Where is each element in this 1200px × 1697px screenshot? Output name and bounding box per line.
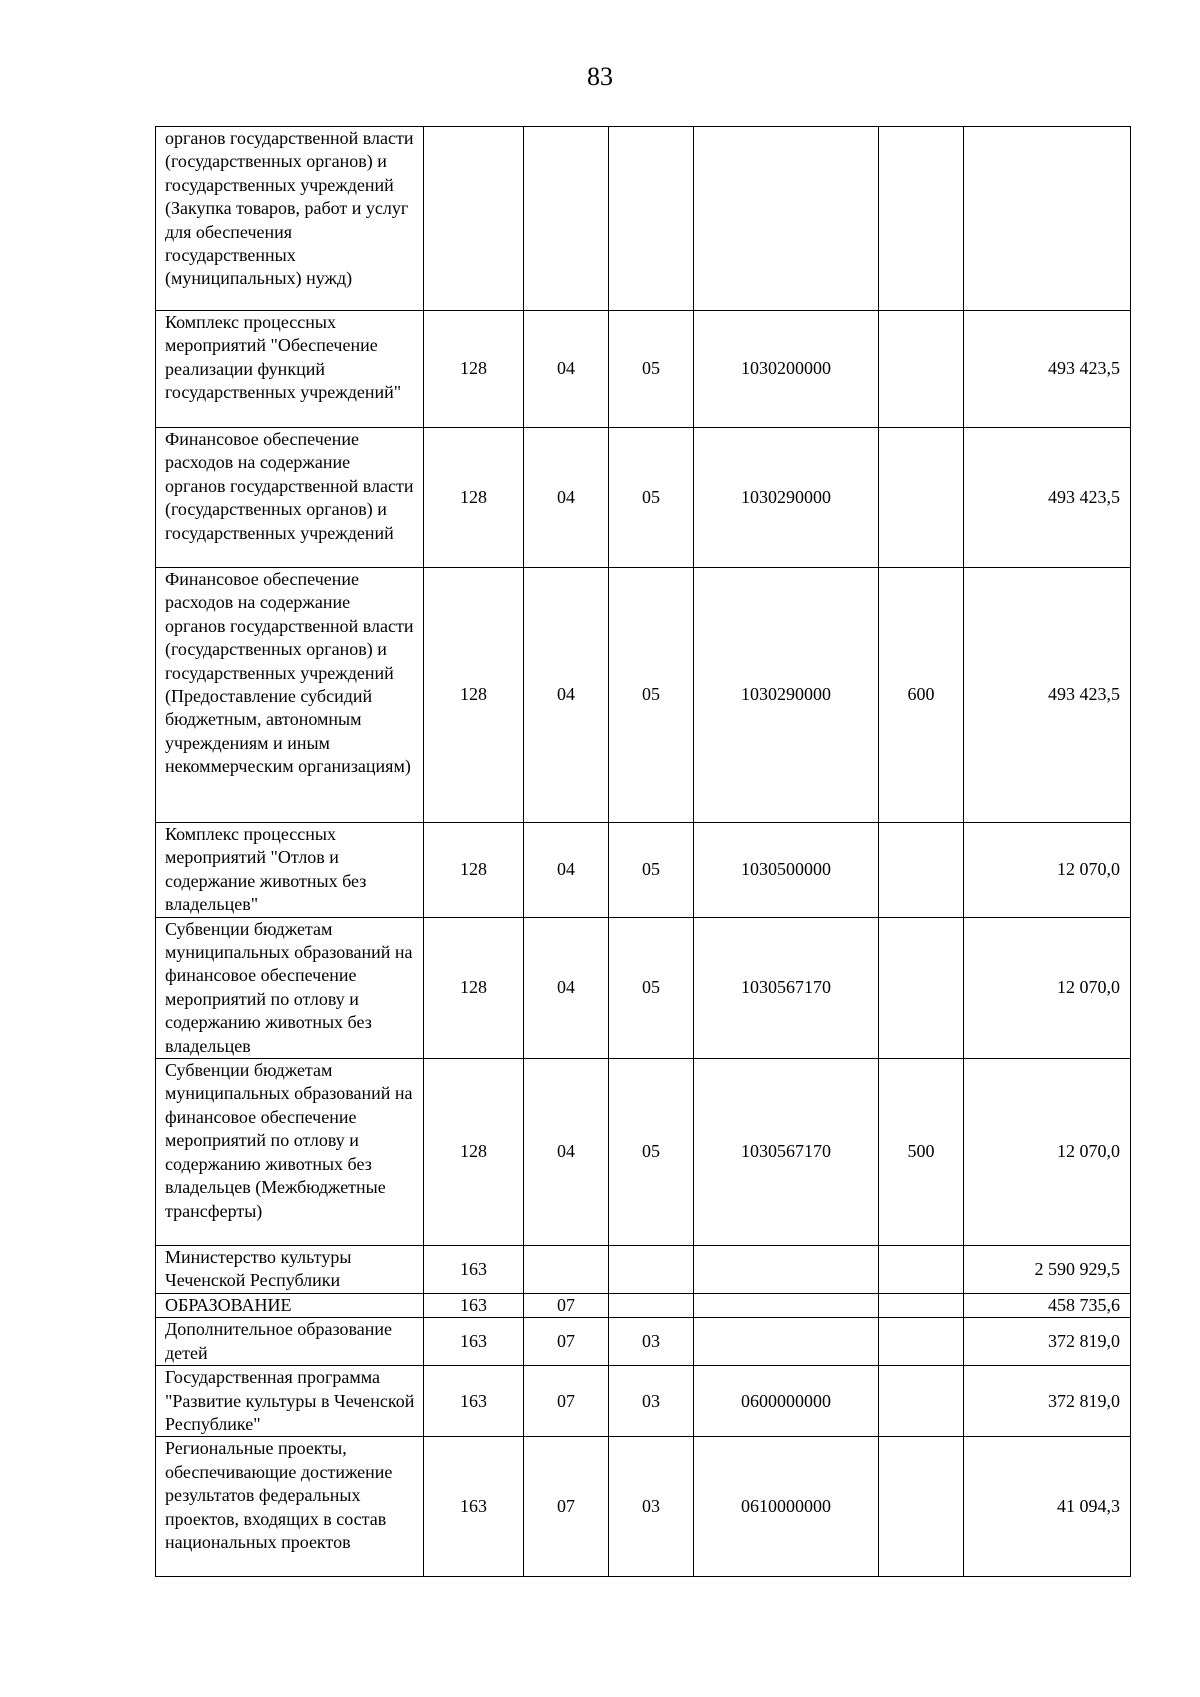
budget-table xyxy=(155,126,1131,1577)
target-article-code: 1030290000 xyxy=(694,568,879,823)
admin-code: 163 xyxy=(424,1293,524,1317)
subsection-code: 05 xyxy=(609,568,694,823)
target-article-code xyxy=(694,1246,879,1294)
table-row xyxy=(156,127,1131,311)
subsection-code xyxy=(609,127,694,311)
target-article-code xyxy=(694,1293,879,1317)
amount xyxy=(964,127,1131,311)
table-row xyxy=(156,428,1131,568)
item-name: Субвенции бюджетам муниципальных образований на финансовое обеспечение мероприятий по отлову и содержанию животных без владельцев xyxy=(156,917,424,1058)
page-number: 83 xyxy=(587,62,613,91)
section-code: 04 xyxy=(524,428,609,568)
admin-code: 128 xyxy=(424,428,524,568)
subsection-code: 03 xyxy=(609,1318,694,1366)
target-article-code: 1030567170 xyxy=(694,917,879,1058)
amount: 2 590 929,5 xyxy=(964,1246,1131,1294)
amount: 12 070,0 xyxy=(964,1059,1131,1246)
expense-type-code xyxy=(879,823,964,918)
subsection-code xyxy=(609,1293,694,1317)
section-code xyxy=(524,127,609,311)
table-row xyxy=(156,1437,1131,1577)
amount: 12 070,0 xyxy=(964,917,1131,1058)
section-code: 07 xyxy=(524,1293,609,1317)
target-article-code: 1030567170 xyxy=(694,1059,879,1246)
item-name: Финансовое обеспечение расходов на содержание органов государственной власти (государственных органов) и государственных учреждений xyxy=(156,428,424,568)
expense-type-code xyxy=(879,127,964,311)
amount: 458 735,6 xyxy=(964,1293,1131,1317)
target-article-code xyxy=(694,127,879,311)
item-name: Комплекс процессных мероприятий "Отлов и содержание животных без владельцев" xyxy=(156,823,424,918)
subsection-code: 03 xyxy=(609,1437,694,1577)
item-name: Дополнительное образование детей xyxy=(156,1318,424,1366)
amount: 493 423,5 xyxy=(964,428,1131,568)
target-article-code: 1030500000 xyxy=(694,823,879,918)
admin-code: 128 xyxy=(424,917,524,1058)
subsection-code: 05 xyxy=(609,1059,694,1246)
section-code: 07 xyxy=(524,1318,609,1366)
expense-type-code xyxy=(879,917,964,1058)
admin-code: 128 xyxy=(424,1059,524,1246)
amount: 372 819,0 xyxy=(964,1366,1131,1437)
target-article-code: 0610000000 xyxy=(694,1437,879,1577)
target-article-code: 0600000000 xyxy=(694,1366,879,1437)
table-row xyxy=(156,1246,1131,1294)
section-code: 04 xyxy=(524,568,609,823)
amount: 372 819,0 xyxy=(964,1318,1131,1366)
section-code: 04 xyxy=(524,311,609,428)
item-name: Комплекс процессных мероприятий "Обеспечение реализации функций государственных учреждений" xyxy=(156,311,424,428)
admin-code: 163 xyxy=(424,1437,524,1577)
item-name: органов государственной власти (государственных органов) и государственных учреждений (Закупка товаров, работ и услуг для обеспечения государственных (муниципальных) нужд) xyxy=(156,127,424,311)
subsection-code: 05 xyxy=(609,311,694,428)
expense-type-code xyxy=(879,311,964,428)
item-name: Субвенции бюджетам муниципальных образований на финансовое обеспечение мероприятий по отлову и содержанию животных без владельцев (Межбюджетные трансферты) xyxy=(156,1059,424,1246)
amount: 41 094,3 xyxy=(964,1437,1131,1577)
expense-type-code xyxy=(879,1437,964,1577)
amount: 12 070,0 xyxy=(964,823,1131,918)
admin-code: 163 xyxy=(424,1318,524,1366)
target-article-code: 1030290000 xyxy=(694,428,879,568)
admin-code: 163 xyxy=(424,1246,524,1294)
section-code: 04 xyxy=(524,917,609,1058)
expense-type-code xyxy=(879,1246,964,1294)
target-article-code: 1030200000 xyxy=(694,311,879,428)
item-name: ОБРАЗОВАНИЕ xyxy=(156,1293,424,1317)
section-code: 07 xyxy=(524,1437,609,1577)
section-code: 07 xyxy=(524,1366,609,1437)
section-code: 04 xyxy=(524,1059,609,1246)
table-row xyxy=(156,1059,1131,1246)
expense-type-code xyxy=(879,1366,964,1437)
expense-type-code xyxy=(879,1293,964,1317)
target-article-code xyxy=(694,1318,879,1366)
section-code xyxy=(524,1246,609,1294)
subsection-code xyxy=(609,1246,694,1294)
table-row xyxy=(156,823,1131,918)
admin-code: 163 xyxy=(424,1366,524,1437)
table-row xyxy=(156,1293,1131,1317)
item-name: Государственная программа "Развитие культуры в Чеченской Республике" xyxy=(156,1366,424,1437)
expense-type-code: 500 xyxy=(879,1059,964,1246)
table-row xyxy=(156,568,1131,823)
amount: 493 423,5 xyxy=(964,311,1131,428)
admin-code: 128 xyxy=(424,311,524,428)
section-code: 04 xyxy=(524,823,609,918)
admin-code xyxy=(424,127,524,311)
subsection-code: 05 xyxy=(609,823,694,918)
expense-type-code: 600 xyxy=(879,568,964,823)
admin-code: 128 xyxy=(424,823,524,918)
expense-type-code xyxy=(879,428,964,568)
table-row xyxy=(156,1366,1131,1437)
item-name: Региональные проекты, обеспечивающие достижение результатов федеральных проектов, входящих в состав национальных проектов xyxy=(156,1437,424,1577)
table-row xyxy=(156,311,1131,428)
item-name: Министерство культуры Чеченской Республики xyxy=(156,1246,424,1294)
table-row xyxy=(156,1318,1131,1366)
subsection-code: 05 xyxy=(609,428,694,568)
table-row xyxy=(156,917,1131,1058)
amount: 493 423,5 xyxy=(964,568,1131,823)
admin-code: 128 xyxy=(424,568,524,823)
item-name: Финансовое обеспечение расходов на содержание органов государственной власти (государственных органов) и государственных учреждений (Предоставление субсидий бюджетным, автономным учреждениям и иным некоммерческим организациям) xyxy=(156,568,424,823)
expense-type-code xyxy=(879,1318,964,1366)
subsection-code: 05 xyxy=(609,917,694,1058)
subsection-code: 03 xyxy=(609,1366,694,1437)
